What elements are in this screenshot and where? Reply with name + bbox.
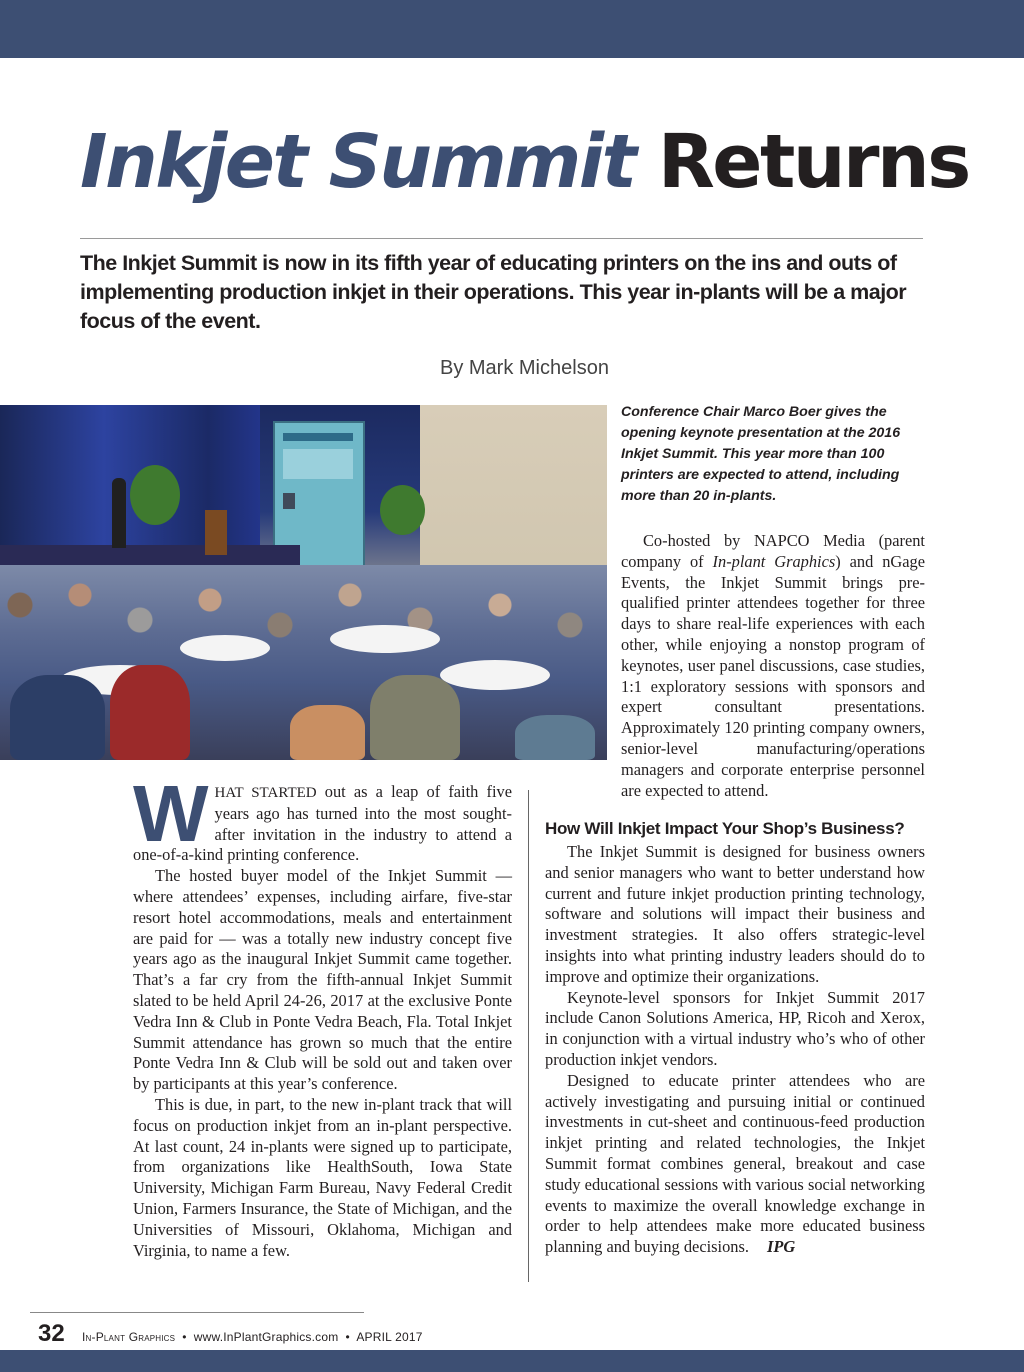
round-table (330, 625, 440, 653)
publication-name: In-plant Graphics (712, 551, 836, 571)
title-rule (80, 238, 923, 239)
page-number: 32 (38, 1320, 65, 1347)
paragraph-educate: Designed to educate printer attendees who are actively investigating and pursuing initial or continued investments in cut-sheet and continuous-feed production inkjet printing and related technologies, the Inkjet Summit format combines general, breakout and case study educational sessions with various social networking events to maximize the overall knowledge exchange in order to help attendees make more educated business planning and buying decisions. IPG (545, 1070, 925, 1257)
screen-header (283, 433, 353, 441)
potted-palm-right (380, 485, 425, 535)
title-part-returns: Returns (657, 119, 969, 205)
body-column-right (545, 842, 925, 1258)
paragraph-opening: WHAT STARTED out as a leap of faith five years ago has turned into the most sought-after invitation in the industry to attend a one-of-a-kind printing conference. (133, 769, 512, 865)
lectern (205, 510, 227, 555)
footer-separator: • (182, 1330, 187, 1344)
article-title (80, 112, 969, 212)
footer-separator: • (345, 1330, 350, 1344)
footer-publication: In-Plant Graphics (82, 1330, 176, 1344)
byline: By Mark Michelson (440, 357, 609, 379)
footer-rule (30, 1312, 364, 1313)
attendee-foreground (290, 705, 365, 760)
paragraph-cohosted: Co-hosted by NAPCO Media (parent company of In-plant Graphics) and nGage Events, the Inkjet Summit brings pre-qualified printer attendees together for three days to share real-life experiences with each other, while enjoying a nonstop program of keynotes, user panel discussions, case studies, 1:1 exploratory sessions with sponsors and expert consultant presentations. Approximately 120 printing company owners, senior-level manufacturing/operations managers and corporate enterprise personnel are expected to attend. (621, 531, 925, 800)
footer-issue: APRIL 2017 (356, 1330, 423, 1344)
round-table (180, 635, 270, 661)
footer-website: www.InPlantGraphics.com (193, 1330, 339, 1344)
lead-in-small-caps: HAT STARTED (214, 785, 317, 801)
body-column-left (133, 769, 512, 1261)
article-deck: The Inkjet Summit is now in its fifth year of educating printers on the ins and outs of implementing production inkjet in their operations. This year in-plants will be a major focus of the event. (80, 251, 907, 333)
section-subhead: How Will Inkjet Impact Your Shop’s Business? (545, 819, 905, 838)
attendee-foreground (515, 715, 595, 760)
paragraph-hosted-buyer: The hosted buyer model of the Inkjet Summit — where attendees’ expenses, including airfare, five-star resort hotel accommodations, meals and entertainment are paid for — was a totally new industry concept five years ago as the inaugural Inkjet Summit came together. That’s a far cry from the fifth-annual Inkjet Summit slated to be held April 24-26, 2017 at the exclusive Ponte Vedra Inn & Club in Ponte Vedra Beach, Fla. Total Inkjet Summit attendance has grown so much that the entire Ponte Vedra Inn & Club will be sold out and taken over by participants at this year’s conference. (133, 866, 512, 1094)
round-table (440, 660, 550, 690)
attendee-foreground (110, 665, 190, 760)
potted-palm-left (130, 465, 180, 525)
drop-cap: W (133, 769, 209, 858)
paragraph-in-plant-track: This is due, in part, to the new in-plant track that will focus on production inkjet from an in-plant perspective. At last count, 24 in-plants were signed up to participate, from organizations like HealthSouth, Iowa State University, Michigan Farm Bureau, Navy Federal Credit Union, Farmers Insurance, the State of Michigan, and the Universities of Missouri, Oklahoma, Michigan and Virginia, to name a few. (133, 1094, 512, 1260)
attendee-foreground (370, 675, 460, 760)
conference-photo (0, 405, 607, 760)
top-color-band (0, 0, 1024, 58)
column-divider (528, 790, 529, 1282)
title-part-inkjet-summit: Inkjet Summit (80, 119, 635, 205)
screen-text-block (283, 449, 353, 479)
paragraph-sponsors: Keynote-level sponsors for Inkjet Summit 2017 include Canon Solutions America, HP, Ricoh and Xerox, in conjunction with a virtual industry who’s who of other production inkjet vendors. (545, 987, 925, 1069)
end-mark-ipg: IPG (766, 1237, 796, 1257)
bottom-color-band (0, 1350, 1024, 1372)
screen-speaker-photo (283, 493, 295, 509)
running-footer (82, 1330, 423, 1344)
attendee-foreground (10, 675, 105, 760)
paragraph-designed-for: The Inkjet Summit is designed for business owners and senior managers who want to better understand how current and future inkjet production printing technology, software and solutions will impact their business and investment strategies. It also offers strategic-level insights into what printing industry leaders should do to improve and optimize their organizations. (545, 842, 925, 986)
photo-caption: Conference Chair Marco Boer gives the opening keynote presentation at the 2016 Inkjet Summit. This year more than 100 printers are expected to attend, including more than 20 in-plants. (621, 404, 901, 504)
body-column-right-top (621, 531, 925, 801)
speaker-figure (112, 478, 126, 548)
